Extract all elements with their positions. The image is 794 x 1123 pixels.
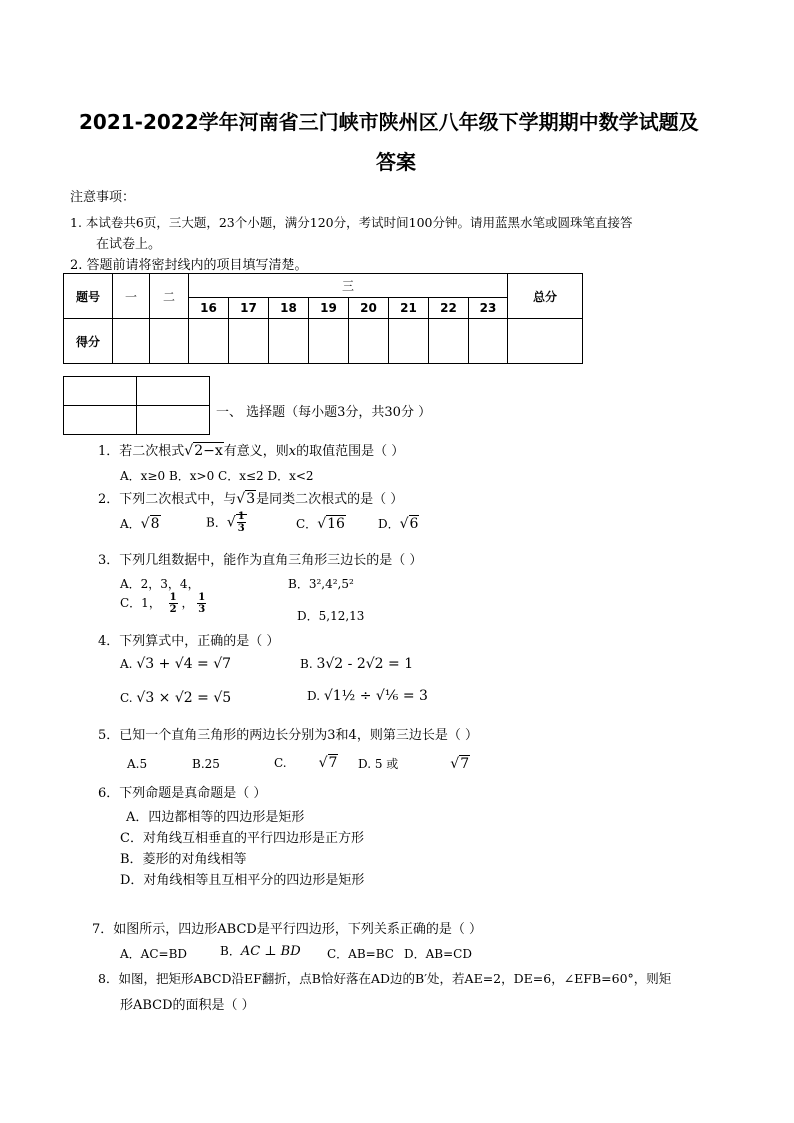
header-q17: 17 xyxy=(229,298,269,319)
sqrt-expression: √2−x xyxy=(184,443,223,459)
header-section-two: 二 xyxy=(150,274,189,319)
score-cell-q16[interactable] xyxy=(189,319,229,364)
question-2-option-d: D．√6 xyxy=(378,516,419,532)
question-2-option-b: B．√ $\frac{1}{3}$ xyxy=(206,511,245,534)
score-table xyxy=(63,273,583,364)
math-expression: √3 + √4 = √7 xyxy=(136,656,232,672)
question-8-stem-line1: 8．如图，把矩形ABCD沿EF翻折，点B恰好落在AD边的B′处，若AE=2，DE=6，∠EFB=60°，则矩 xyxy=(98,971,672,986)
row-label-score: 得分 xyxy=(64,319,113,364)
score-cell-q17[interactable] xyxy=(229,319,269,364)
question-1-options: A．x≥0 B．x>0 C．x≤2 D．x<2 xyxy=(120,469,314,483)
score-cell-q22[interactable] xyxy=(429,319,469,364)
question-7-option-d: D．AB=CD xyxy=(404,947,472,961)
header-q23: 23 xyxy=(469,298,508,319)
question-7-option-b: B．AC ⊥ BD xyxy=(220,944,301,959)
header-q22: 22 xyxy=(429,298,469,319)
header-question-number: 题号 xyxy=(64,274,113,319)
header-section-three: 三 xyxy=(189,274,508,298)
score-cell-q19[interactable] xyxy=(309,319,349,364)
question-6-option-c: C．对角线互相垂直的平行四边形是正方形 xyxy=(120,831,364,846)
question-5-option-c: C. √7 xyxy=(274,755,338,771)
score-cell-total[interactable] xyxy=(508,319,583,364)
grader-cell[interactable] xyxy=(64,377,137,406)
grader-cell[interactable] xyxy=(64,406,137,435)
math-expression: 3√2 - 2√2 = 1 xyxy=(316,656,414,672)
question-8-stem-line2: 形ABCD的面积是（ ） xyxy=(120,998,255,1013)
notice-item-1-line2: 在试卷上。 xyxy=(96,237,162,252)
question-1-stem: 1．若二次根式√2−x有意义，则x的取值范围是（ ） xyxy=(98,443,405,459)
section-1-heading: 一、 选择题（每小题3分，共30分 ） xyxy=(216,405,432,420)
question-3-option-c: C．1， $\frac{1}{2}$ ， $\frac{1}{3}$ xyxy=(120,592,206,615)
notice-item-1-line1: 1. 本试卷共6页，三大题，23个小题，满分120分，考试时间100分钟。请用蓝黑水笔或圆珠笔直接答 xyxy=(70,215,633,230)
header-q21: 21 xyxy=(389,298,429,319)
score-cell-two[interactable] xyxy=(150,319,189,364)
question-3-option-d: D．5,12,13 xyxy=(297,609,365,623)
question-2-option-a: A．√8 xyxy=(120,516,160,532)
header-total: 总分 xyxy=(508,274,583,319)
question-4-option-d: D. √1½ ÷ √⅙ = 3 xyxy=(307,688,428,704)
score-cell-q23[interactable] xyxy=(469,319,508,364)
question-6-option-b: B．菱形的对角线相等 xyxy=(120,852,247,867)
question-2-stem: 2．下列二次根式中，与√3是同类二次根式的是（ ） xyxy=(98,491,404,507)
header-q16: 16 xyxy=(189,298,229,319)
question-7-stem: 7．如图所示，四边形ABCD是平行四边形，下列关系正确的是（ ） xyxy=(92,922,482,937)
question-5-stem: 5．已知一个直角三角形的两边长分别为3和4，则第三边长是（ ） xyxy=(98,728,478,743)
question-4-stem: 4．下列算式中，正确的是（ ） xyxy=(98,634,280,649)
question-6-option-d: D．对角线相等且互相平分的四边形是矩形 xyxy=(120,873,365,888)
math-expression: √1½ ÷ √⅙ = 3 xyxy=(323,688,428,704)
question-4-option-c: C. √3 × √2 = √5 xyxy=(120,690,232,706)
document-title-line2: 答案 xyxy=(376,150,416,174)
question-4-option-a: A. √3 + √4 = √7 xyxy=(120,656,232,672)
score-cell-one[interactable] xyxy=(113,319,150,364)
question-5-option-d: D. 5 或 √7 xyxy=(358,756,470,772)
question-6-stem: 6．下列命题是真命题是（ ） xyxy=(98,786,267,801)
grader-box xyxy=(63,376,210,435)
question-6-option-a: A．四边都相等的四边形是矩形 xyxy=(126,810,305,825)
math-expression: AC ⊥ BD xyxy=(240,944,301,959)
score-cell-q20[interactable] xyxy=(349,319,389,364)
grader-cell[interactable] xyxy=(137,377,210,406)
header-section-one: 一 xyxy=(113,274,150,319)
math-expression: √3 × √2 = √5 xyxy=(136,690,232,706)
notice-item-2: 2. 答题前请将密封线内的项目填写清楚。 xyxy=(70,258,308,273)
question-3-stem: 3．下列几组数据中，能作为直角三角形三边长的是（ ） xyxy=(98,553,423,568)
question-7-option-c: C．AB=BC xyxy=(327,947,394,961)
question-3-option-b: B．3²,4²,5² xyxy=(288,577,354,591)
grader-cell[interactable] xyxy=(137,406,210,435)
score-cell-q18[interactable] xyxy=(269,319,309,364)
question-7-option-a: A．AC=BD xyxy=(120,947,188,961)
question-4-option-b: B. 3√2 - 2√2 = 1 xyxy=(300,656,414,672)
question-5-option-a: A.5 xyxy=(127,757,148,771)
question-5-option-b: B.25 xyxy=(192,757,220,771)
header-q20: 20 xyxy=(349,298,389,319)
question-2-option-c: C．√16 xyxy=(296,516,345,532)
notice-heading: 注意事项： xyxy=(70,190,136,205)
score-cell-q21[interactable] xyxy=(389,319,429,364)
header-q19: 19 xyxy=(309,298,349,319)
sqrt-expression: √3 xyxy=(236,491,256,507)
question-3-option-a: A．2，3，4， xyxy=(120,577,200,591)
header-q18: 18 xyxy=(269,298,309,319)
document-title-line1: 2021-2022学年河南省三门峡市陕州区八年级下学期期中数学试题及 xyxy=(79,110,699,134)
